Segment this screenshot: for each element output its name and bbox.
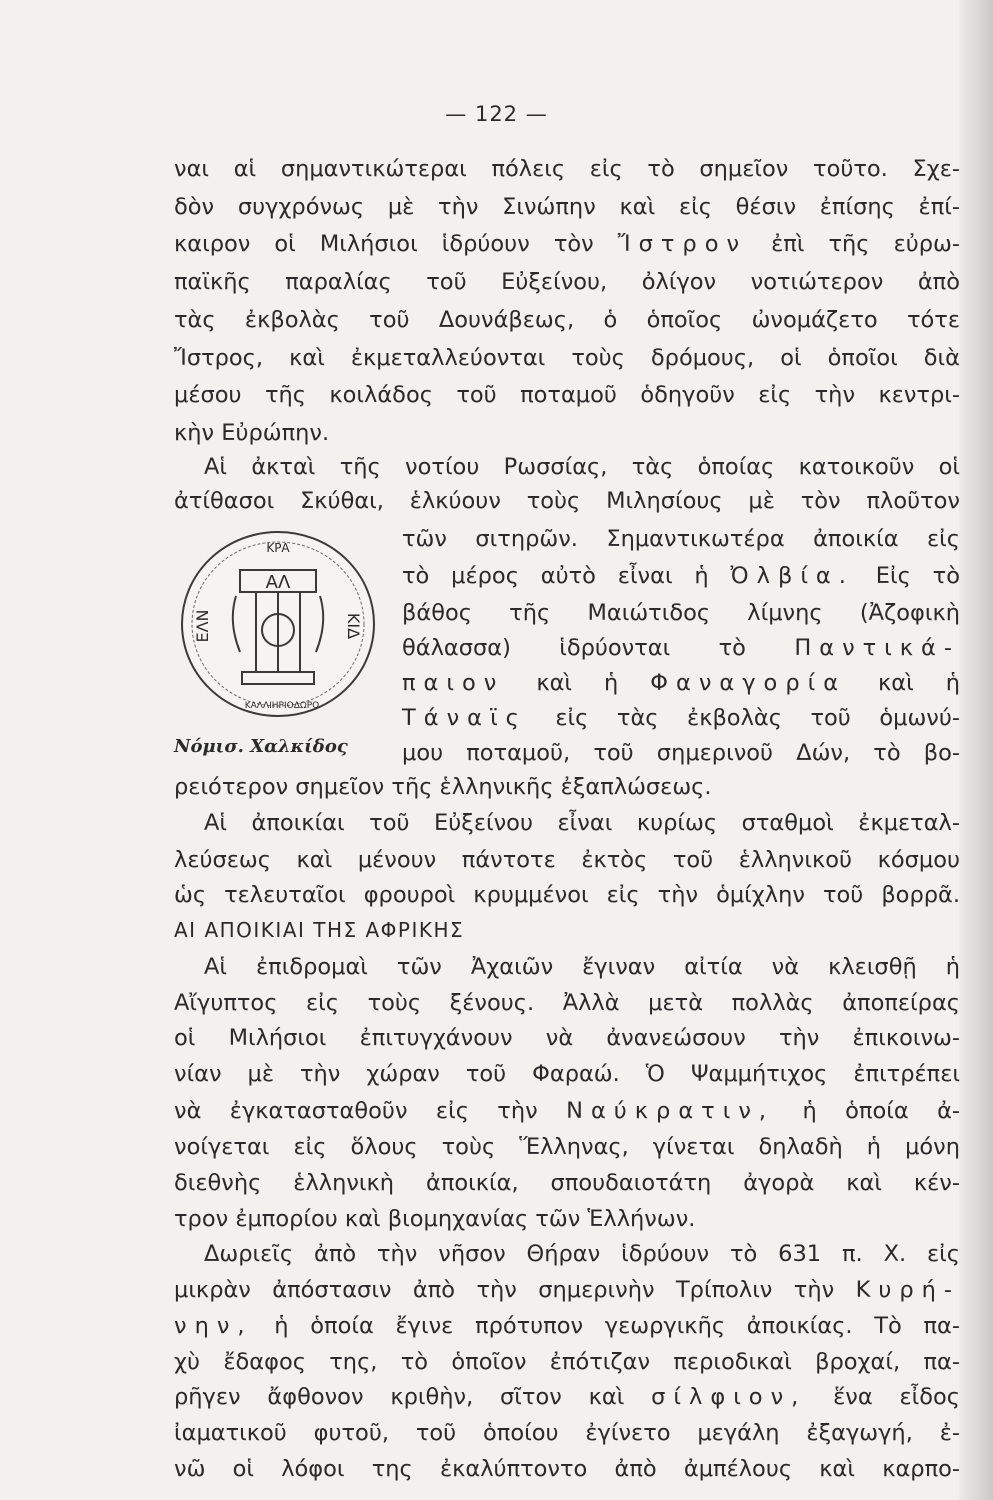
- text-segment: καιρον οἱ Μιλήσιοι ἱδρύουν τὸν: [174, 231, 594, 257]
- text-line: βάθος τῆς Μαιώτιδος λίμνης (Ἀζοφικὴ: [402, 600, 960, 626]
- section-heading: ΑΙ ΑΠΟΙΚΙΑΙ ΤΗΣ ΑΦΡΙΚΗΣ: [174, 918, 465, 942]
- coin-inscription-left: ΕΛΝ: [193, 609, 212, 643]
- text-line: Αἱ ἐπιδρομαὶ τῶν Ἀχαιῶν ἔγιναν αἰτία νὰ κλεισθῇ ἡ: [204, 954, 960, 980]
- text-line: [174, 1094, 960, 1128]
- text-segment: ρῆγεν ἄφθονον κριθὴν, σῖτον καὶ: [174, 1384, 625, 1410]
- text-segment: ἡ ὁποία ἔγινε πρότυπον γεωργικῆς ἀποικίας. Τὸ πα-: [274, 1313, 960, 1339]
- text-segment: καὶ ἡ: [878, 670, 961, 696]
- text-segment: Εἰς τὸ: [875, 563, 960, 589]
- text-line: μέσου τῆς κοιλάδος τοῦ ποταμοῦ ὁδηγοῦν εἰς τὴν κεντρι-: [174, 382, 960, 408]
- text-segment: ἕνα εἶδος: [833, 1384, 961, 1410]
- text-line: τῶν σιτηρῶν. Σημαντικωτέρα ἀποικία εἰς: [402, 526, 960, 552]
- coin-caption-name: Χαλκίδος: [250, 736, 348, 757]
- coin-caption: [174, 732, 348, 762]
- text-segment: μικρὰν ἀπόστασιν ἀπὸ τὴν σημερινὴν Τρίπολιν τὴν: [174, 1277, 835, 1303]
- text-line: ἰαματικοῦ φυτοῦ, τοῦ ὁποίου ἐγίνετο μεγάλη ἐξαγωγή, ἐ-: [174, 1420, 960, 1446]
- text-line: χὺ ἔδαφος της, τὸ ὁποῖον ἐπότιζαν περιοδικαὶ βροχαί, πα-: [174, 1349, 960, 1375]
- coin-inscription-bottom: ΚΑΛΛΙΗΡΙΟΔΩΡΟ: [244, 701, 320, 711]
- coin-caption-prefix: Νόμισ.: [174, 736, 244, 757]
- text-line: παϊκῆς παραλίας τοῦ Εὐξείνου, ὀλίγον νοτιώτερον ἀπὸ: [174, 269, 960, 295]
- text-line: Αἱ ἀκταὶ τῆς νοτίου Ρωσσίας, τὰς ὁποίας κατοικοῦν οἱ: [204, 454, 960, 480]
- text-segment: νὰ ἐγκατασταθοῦν εἰς τὴν: [174, 1098, 538, 1124]
- text-line: [174, 1273, 960, 1307]
- text-segment: θάλασσα) ἱδρύονται τὸ: [402, 635, 746, 661]
- spaced-place-name: Ναύκρατιν,: [566, 1098, 775, 1124]
- coin-inscription-right: ΚΙΔ: [344, 612, 363, 640]
- text-segment: τὸ μέρος αὐτὸ εἶναι ἡ: [402, 563, 709, 589]
- text-segment: καὶ ἡ: [536, 670, 619, 696]
- text-line: [402, 631, 960, 665]
- text-line: ρειότερον σημεῖον τῆς ἑλληνικῆς ἐξαπλώσεως.: [174, 774, 712, 800]
- text-line: νῶ οἱ λόφοι της ἐκαλύπτοντο ἀπὸ ἀμπέλους καὶ καρπο-: [174, 1456, 960, 1482]
- text-line: [174, 227, 960, 261]
- coin-inscription-top: ΚΡΑ: [266, 541, 290, 555]
- text-line: οἱ Μιλήσιοι ἐπιτυγχάνουν νὰ ἀνανεώσουν τὴν ἐπικοινω-: [174, 1025, 960, 1051]
- text-line: δὸν συγχρόνως μὲ τὴν Σινώπην καὶ εἰς θέσιν ἐπίσης ἐπί-: [174, 194, 960, 220]
- text-line: νίαν μὲ τὴν χώραν τοῦ Φαραώ. Ὁ Ψαμμήτιχος ἐπιτρέπει: [174, 1061, 960, 1087]
- text-line: [402, 701, 960, 735]
- text-segment: ἡ ὁποία ἀ-: [802, 1098, 961, 1124]
- page-number: — 122 —: [445, 102, 548, 126]
- spaced-place-name: νην,: [174, 1313, 253, 1339]
- spaced-place-name: σίλφιον,: [651, 1384, 807, 1410]
- spaced-place-name: Ἴστρον: [617, 231, 748, 257]
- text-line: κὴν Εὐρώπην.: [174, 420, 330, 446]
- text-line: [402, 666, 960, 700]
- text-line: [174, 1309, 960, 1343]
- text-line: Αἱ ἀποικίαι τοῦ Εὐξείνου εἶναι κυρίως σταθμοὶ ἐκμεταλ-: [204, 810, 960, 836]
- coin-inscription-center: ΑΛ: [265, 572, 291, 593]
- text-line: μου ποταμοῦ, τοῦ σημερινοῦ Δών, τὸ βο-: [402, 740, 960, 766]
- text-line: Ἴστρος, καὶ ἐκμεταλλεύονται τοὺς δρόμους, οἱ ὁποῖοι διὰ: [174, 345, 960, 371]
- page-edge-shadow: [959, 0, 993, 1500]
- spaced-place-name: Ὀλβία.: [730, 563, 854, 589]
- text-segment: εἰς τὰς ἐκβολὰς τοῦ ὁμωνύ-: [555, 705, 960, 731]
- text-line: νοίγεται εἰς ὅλους τοὺς Ἕλληνας, γίνεται δηλαδὴ ἡ μόνη: [174, 1134, 960, 1160]
- text-line: τρον ἐμπορίου καὶ βιομηχανίας τῶν Ἑλλήνων.: [174, 1206, 696, 1232]
- text-line: Δωριεῖς ἀπὸ τὴν νῆσον Θήραν ἱδρύουν τὸ 631 π. Χ. εἰς: [204, 1241, 960, 1267]
- spaced-place-name: Κυρή-: [855, 1277, 960, 1303]
- text-line: Αἴγυπτος εἰς τοὺς ξένους. Ἀλλὰ μετὰ πολλὰς ἀποπείρας: [174, 990, 960, 1016]
- text-line: [402, 559, 960, 593]
- text-line: ἀτίθασοι Σκύθαι, ἑλκύουν τοὺς Μιλησίους μὲ τὸν πλοῦτον: [174, 488, 960, 514]
- text-line: [174, 1380, 960, 1414]
- text-line: διεθνὴς ἑλληνικὴ ἀποικία, σπουδαιοτάτη ἀγορὰ καὶ κέν-: [174, 1170, 960, 1196]
- chalcis-coin-illustration: [178, 526, 378, 722]
- spaced-place-name: Παντικά-: [794, 635, 961, 661]
- text-line: λεύσεως καὶ μένουν πάντοτε ἐκτὸς τοῦ ἑλληνικοῦ κόσμου: [174, 847, 960, 873]
- text-line: ναι αἱ σημαντικώτεραι πόλεις εἰς τὸ σημεῖον τοῦτο. Σχε-: [174, 156, 960, 182]
- spaced-place-name: παιον: [402, 670, 505, 696]
- spaced-place-name: Τάναϊς: [402, 705, 527, 731]
- text-line: ὡς τελευταῖοι φρουροὶ κρυμμένοι εἰς τὴν ὁμίχλην τοῦ βορρᾶ.: [174, 882, 960, 908]
- text-segment: ἐπὶ τῆς εὐρω-: [771, 231, 960, 257]
- text-line: τὰς ἐκβολὰς τοῦ Δουνάβεως, ὁ ὁποῖος ὠνομάζετο τότε: [174, 307, 960, 333]
- spaced-place-name: Φαναγορία: [650, 670, 847, 696]
